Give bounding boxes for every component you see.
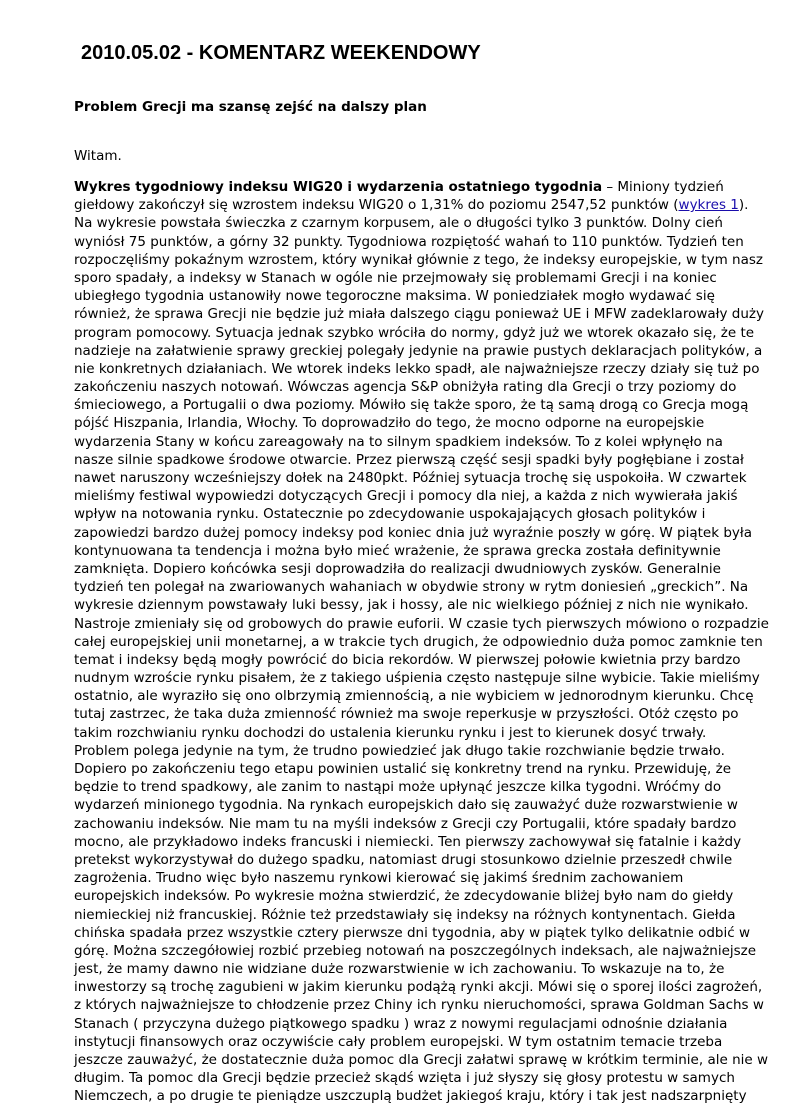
body-line: Stanach ( przyczyna dużego piątkowego spadku ) wraz z nowymi regulacjami odnośnie działania bbox=[74, 1015, 728, 1032]
greeting: Witam. bbox=[74, 148, 122, 164]
body-line: chińska spadała przez wszystkie cztery pierwsze dni tygodnia, aby w piątek tylko delikatnie odbić w bbox=[74, 924, 751, 941]
body-line: wydarzeń minionego tygodnia. Na rynkach europejskich dało się zauważyć duże rozwarstwienie w bbox=[74, 797, 738, 814]
body-line bbox=[74, 196, 769, 214]
body-line: zakończeniu naszych notowań. Wówczas agencja S&P obniżyła rating dla Grecji o trzy poziomy do bbox=[74, 379, 737, 396]
body-line: ostatnio, ale wyraziło się ono olbrzymią zmiennością, a nie wybiciem w jednorodnym kierunku. Chcę bbox=[74, 688, 754, 705]
body-line: zamknięta. Dopiero końcówka sesji doprowadziła do realizacji dwudniowych zysków. Generalnie bbox=[74, 560, 721, 577]
body-line: program pomocowy. Sytuacja jednak szybko wróciła do normy, gdyż już we wtorek okazało się, że te bbox=[74, 324, 755, 341]
body-line: wyniósł 75 punktów, a górny 32 punkty. Tygodniowa rozpiętość wahań to 110 punktów. Tydzień ten bbox=[74, 233, 744, 250]
body-line: również, że sprawa Grecji nie będzie już miała dalszego ciągu ponieważ UE i MFW zadeklarowały duży bbox=[74, 306, 764, 323]
body-line-text: giełdowy zakończył się wzrostem indeksu WIG20 o 1,31% do poziomu 2547,52 punktów ( bbox=[74, 197, 679, 214]
body-line: Niemczech, a po drugie te pieniądze uszczuplą budżet jakiegoś kraju, który i tak jest nadszarpnięty bbox=[74, 1088, 747, 1105]
body-line: zachowaniu indeksów. Nie mam tu na myśli indeksów z Grecji czy Portugalii, które spadały bardzo bbox=[74, 815, 737, 832]
body-line: zagrożenia. Trudno więc było naszemu rynkowi kierować się jakimś średnim zachowaniem bbox=[74, 870, 684, 887]
body-line: pójść Hiszpania, Irlandia, Włochy. To doprowadziło do tego, że mocno odporne na europejskie bbox=[74, 415, 705, 432]
body-line: wykresie dziennym powstawały luki bessy, jak i hossy, ale nic wielkiego później z nich nie wynikało. bbox=[74, 597, 749, 614]
body-line-text: ). bbox=[738, 197, 749, 214]
body-line: Na wykresie powstała świeczka z czarnym korpusem, ale o długości tylko 3 punktów. Dolny cień bbox=[74, 215, 723, 232]
body-line: tydzień ten polegał na zwariowanych wahaniach w obydwie strony w rytm doniesień „greckich”. Na bbox=[74, 579, 749, 596]
body-line: jeszcze zauważyć, że dostatecznie duża pomoc dla Grecji załatwi sprawę w krótkim terminie, ale nie w bbox=[74, 1052, 769, 1068]
body-line: Nastroje zmieniały się od grobowych do prawie euforii. W czasie tych pierwszych mówiono o rozpadzie bbox=[74, 615, 769, 632]
document-title: 2010.05.02 - KOMENTARZ WEEKENDOWY bbox=[81, 42, 481, 64]
body-line: górę. Można szczegółowiej rozbić przebieg notowań na poszczególnych indeksach, ale najważniejsze bbox=[74, 942, 757, 959]
body-line: rozpoczęliśmy pokaźnym wzrostem, który wynikał głównie z tego, że indeksy europejskie, w tym nasz bbox=[74, 251, 763, 268]
body-line: tutaj zastrzec, że taka duża zmienność również ma swoje reperkusje w przyszłości. Otóż często po bbox=[74, 706, 739, 723]
article-body bbox=[74, 178, 769, 1106]
body-line: długim. Ta pomoc dla Grecji będzie przecież skądś wzięta i już słyszy się głosy protestu w samych bbox=[74, 1070, 735, 1087]
body-line bbox=[74, 178, 769, 196]
body-line: pretekst wykorzystywał do dużego spadku, natomiast drugi stosunkowo dzielnie przeszedł chwile bbox=[74, 851, 733, 868]
lead-rest: – Miniony tydzień bbox=[602, 179, 724, 195]
body-line: sporo spadały, a indeksy w Stanach w ogóle nie przejmowały się problemami Grecji i na koniec bbox=[74, 269, 717, 286]
body-line: takim rozchwianiu rynku dochodzi do ustalenia kierunku rynku i jest to kierunek dosyć trwały. bbox=[74, 724, 707, 741]
body-line: temat i indeksy będą mogły powrócić do bicia rekordów. W pierwszej połowie kwietnia przy bardzo bbox=[74, 651, 741, 668]
body-line: mieliśmy festiwal wypowiedzi dotyczących Grecji i pomocy dla niej, a każda z nich wywierała jakiś bbox=[74, 488, 738, 505]
body-line: mocno, ale przykładowo indeks francuski i niemiecki. Ten pierwszy zachowywał się fatalnie i każdy bbox=[74, 833, 742, 850]
body-line: jest, że mamy dawno nie widziane duże rozwarstwienie w ich zachowaniu. To wskazuje na to, że bbox=[74, 961, 725, 978]
body-line: całej europejskiej unii monetarnej, a w trakcie tych drugich, że odpowiednio duża pomoc zamknie ten bbox=[74, 633, 763, 650]
body-line: inwestorzy są trochę zagubieni w jakim kierunku podążą rynki akcji. Mówi się o sporej ilości zagrożeń, bbox=[74, 979, 763, 996]
body-line: śmieciowego, a Portugalii o dwa poziomy. Mówiło się także sporo, że tą samą drogą co Grecja mogą bbox=[74, 397, 749, 414]
body-line: wydarzenia Stany w końcu zareagowały na to silnym spadkiem indeksów. To z kolei wpłynęło na bbox=[74, 433, 723, 450]
body-line: niemieckiej niż francuskiej. Różnie też przedstawiały się indeksy na różnych kontynentach. Giełda bbox=[74, 906, 736, 923]
body-line: kontynuowana ta tendencja i można było mieć wrażenie, że sprawa grecka została definitywnie bbox=[74, 542, 721, 559]
body-line: Dopiero po zakończeniu tego etapu powinien ustalić się konkretny trend na rynku. Przewiduję, że bbox=[74, 761, 732, 777]
body-line: nie konkretnych działaniach. We wtorek indeks lekko spadł, ale najważniejsze rzeczy działy się tuż po bbox=[74, 360, 760, 377]
lead-heading: Wykres tygodniowy indeksu WIG20 i wydarzenia ostatniego tygodnia bbox=[74, 179, 603, 195]
body-line: nawet naruszony wcześniejszy dołek na 2480pkt. Później sytuacja trochę się uspokoiła. W czwartek bbox=[74, 470, 747, 486]
body-line: wpływ na notowania rynku. Ostatecznie po zdecydowanie uspokajających głosach polityków i bbox=[74, 506, 706, 523]
body-line: nadzieje na załatwienie sprawy greckiej polegały jedynie na prawie pustych deklaracjach polityków, a bbox=[74, 342, 763, 359]
body-line: instytucji finansowych oraz oczywiście cały problem europejski. W tym ostatnim temacie trzeba bbox=[74, 1033, 723, 1050]
body-line: będzie to trend spadkowy, ale zanim to nastąpi może upłynąć jeszcze kilka tygodni. Wróćmy do bbox=[74, 779, 722, 796]
body-line: nasze silnie spadkowe środowe otwarcie. Przez pierwszą część sesji spadki były pogłębiane i został bbox=[74, 451, 744, 468]
body-line: ubiegłego tygodnia ustanowiły nowe tegoroczne maksima. W poniedziałek mogło wydawać się bbox=[74, 288, 715, 305]
body-line: z których najważniejsze to chłodzenie przez Chiny ich rynku nieruchomości, sprawa Goldman Sachs w bbox=[74, 997, 764, 1014]
body-line: Problem polega jedynie na tym, że trudno powiedzieć jak długo takie rozchwianie będzie trwało. bbox=[74, 742, 725, 759]
chart-link[interactable]: wykres 1 bbox=[678, 197, 739, 214]
article-subtitle: Problem Grecji ma szansę zejść na dalszy plan bbox=[74, 99, 427, 115]
body-line: nudnym wzroście rynku pisałem, że z takiego uśpienia często następuje silne wybicie. Takie mieliśmy bbox=[74, 670, 760, 687]
body-line: zapowiedzi bardzo dużej pomocy indeksy pod koniec dnia już wyraźnie poszły w górę. W piątek była bbox=[74, 524, 753, 541]
body-line: europejskich indeksów. Po wykresie można stwierdzić, że zdecydowanie bliżej było nam do giełdy bbox=[74, 888, 734, 905]
